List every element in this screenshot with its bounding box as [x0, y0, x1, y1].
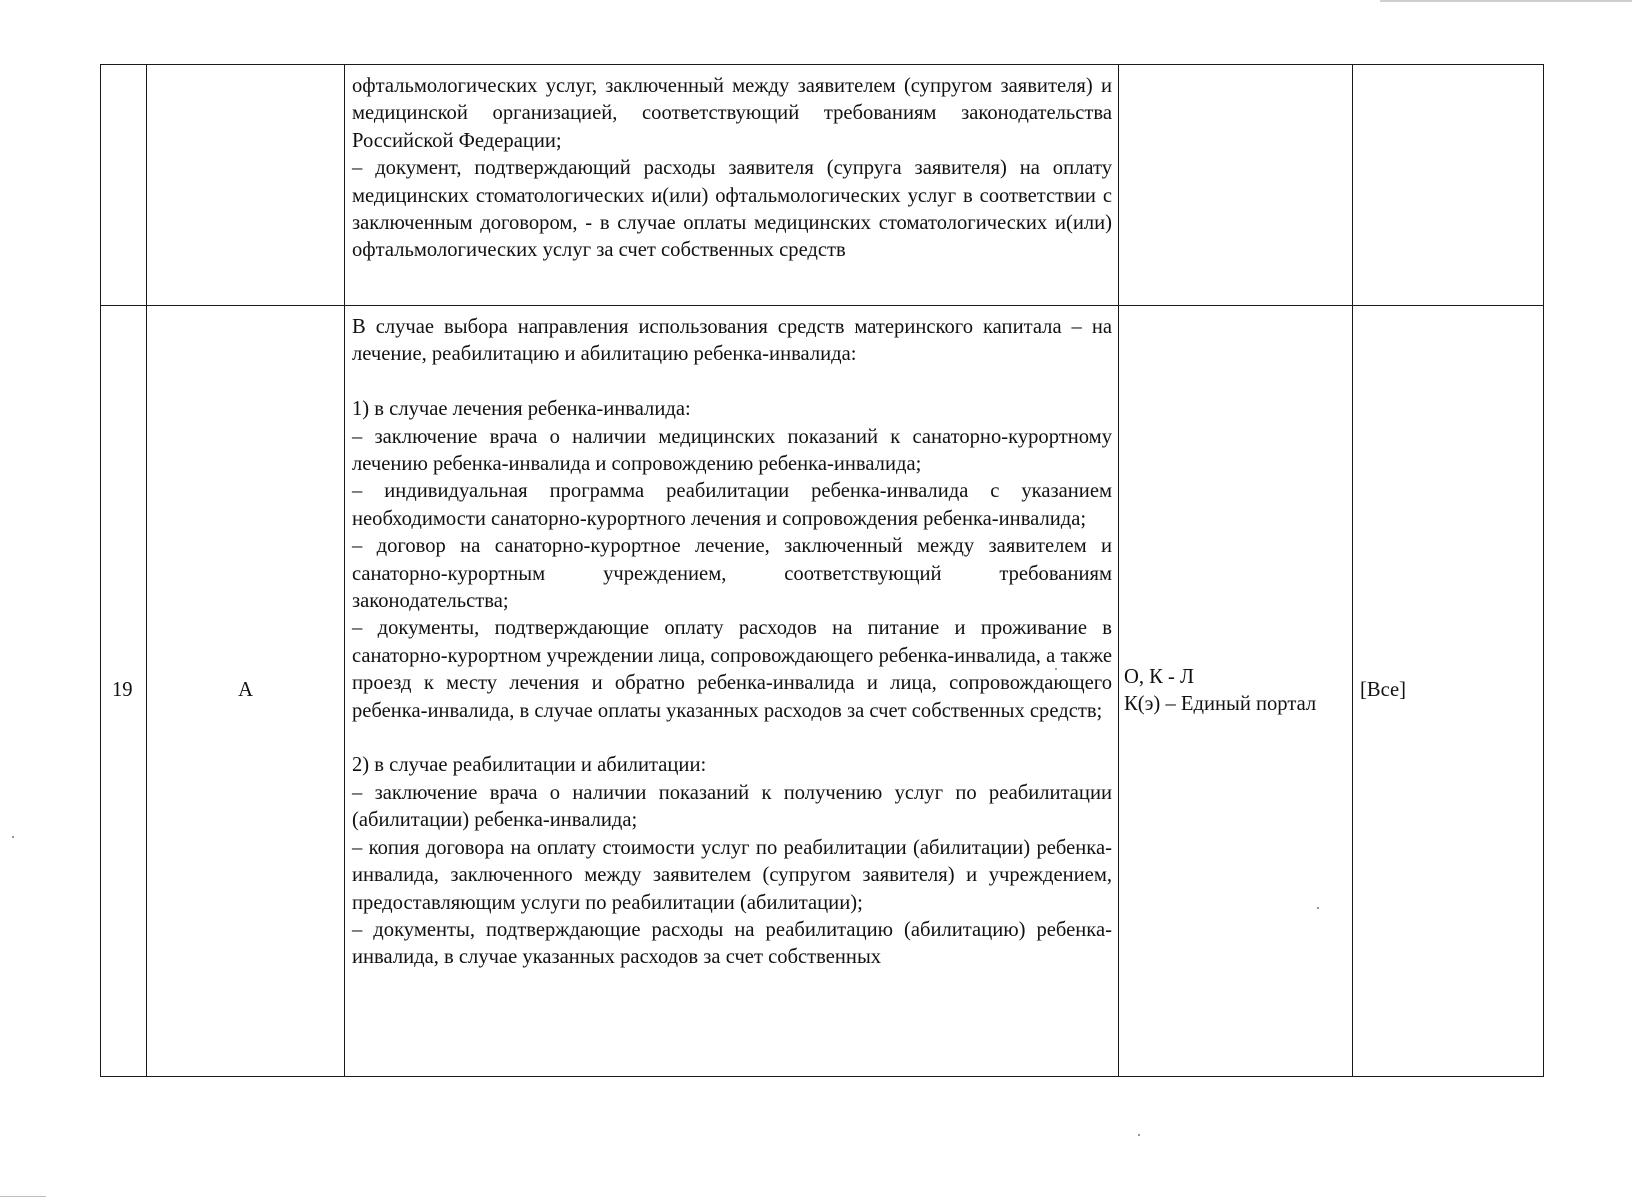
document-paragraph: офтальмологических услуг, заключенный между заявителем (супругом заявителя) и медицинской организацией, соответствующий требованиям законодательства Российской Федерации; — [352, 75, 1112, 152]
scan-speck — [12, 836, 14, 838]
document-paragraph: – договор на санаторно-курортное лечение, заключенный между заявителем и санаторно-курортным учреждением, соответствующий требованиям законодательства; — [352, 535, 1112, 613]
cell-required-documents — [345, 306, 1119, 1077]
document-subheading: 1) в случае лечения ребенка-инвалида: — [352, 398, 691, 421]
document-paragraph: – заключение врача о наличии показаний к получению услуг по реабилитации (абилитации) ребенка-инвалида; — [352, 781, 1112, 832]
table-row-19 — [101, 306, 1544, 1077]
cell-applicability — [1353, 65, 1544, 306]
document-paragraph: В случае выбора направления использования средств материнского капитала – на лечение, реабилитацию и абилитацию ребенка-инвалида: — [352, 316, 1112, 366]
cell-submission-method — [1119, 65, 1353, 306]
scan-edge-bottom — [0, 1196, 46, 1197]
document-paragraph: – документ, подтверждающий расходы заявителя (супруга заявителя) на оплату медицинских стоматологических и(или) офтальмологических услуг в соответствии с заключенным договором, - в случае оплаты медицинских стоматологических и(или) офтальмологических услуг за счет собственных средств — [352, 157, 1112, 262]
table-row-continuation — [101, 65, 1544, 306]
scan-speck — [1317, 907, 1319, 909]
requirements-table — [100, 64, 1544, 1077]
document-paragraph: – документы, подтверждающие расходы на реабилитацию (абилитацию) ребенка-инвалида, в случае указанных расходов за счет собственных — [352, 918, 1112, 969]
cell-row-number: 19 — [101, 306, 147, 1077]
scan-speck — [1055, 668, 1057, 670]
cell-required-documents — [345, 65, 1119, 306]
cell-applicability: [Все] — [1353, 306, 1544, 1077]
cell-submission-method — [1119, 306, 1353, 1077]
cell-category-code — [147, 65, 345, 306]
document-subheading: 2) в случае реабилитации и абилитации: — [352, 754, 707, 777]
document-paragraph: – копия договора на оплату стоимости услуг по реабилитации (абилитации) ребенка-инвалида, заключенного между заявителем (супругом заявителя) и учреждением, предоставляющим услуги по реабилитации (абилитации); — [352, 836, 1112, 914]
cell-row-number — [101, 65, 147, 306]
scan-edge-top — [1380, 0, 1632, 2]
method-line: О, К - Л — [1124, 665, 1195, 688]
scan-speck — [1138, 1134, 1140, 1136]
method-line: К(э) – Единый портал — [1124, 693, 1317, 715]
documents-text — [345, 306, 1118, 978]
cell-category-code: А — [147, 306, 345, 1077]
document-paragraph: – документы, подтверждающие оплату расходов на питание и проживание в санаторно-курортном учреждении лица, сопровождающего ребенка-инвалида, а также проезд к месту лечения и обратно ребенка-инвалида и лица, сопровождающего ребенка-инвалида, в случае оплаты указанных расходов за счет собственных средств; — [352, 617, 1112, 722]
document-paragraph: – индивидуальная программа реабилитации ребенка-инвалида с указанием необходимости санаторно-курортного лечения и сопровождения ребенка-инвалида; — [352, 480, 1112, 530]
documents-text — [345, 65, 1118, 271]
document-paragraph: – заключение врача о наличии медицинских показаний к санаторно-курортному лечению ребенка-инвалида и сопровождению ребенка-инвалида; — [352, 425, 1112, 476]
